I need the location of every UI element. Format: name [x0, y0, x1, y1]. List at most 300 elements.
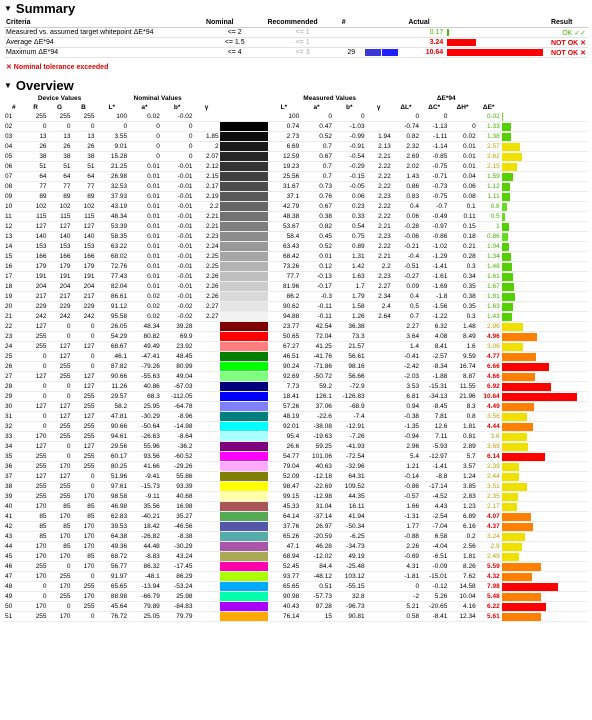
- column-header: ΔE*: [482, 104, 495, 111]
- table-cell: 0.01: [128, 172, 161, 182]
- table-cell: 0: [333, 112, 366, 122]
- table-cell: 0: [24, 422, 48, 432]
- table-cell: 0.18: [448, 232, 476, 242]
- table-cell: 255: [48, 482, 72, 492]
- actual-bar: [447, 39, 476, 46]
- table-cell: 65.65: [268, 582, 301, 592]
- table-cell: 0.01: [128, 202, 161, 212]
- swatch-cell: [220, 342, 268, 352]
- recommended-cell: <= 1: [265, 28, 339, 38]
- table-cell: 8.49: [448, 332, 476, 342]
- table-cell: -8.34: [420, 362, 448, 372]
- table-cell: 59.25: [300, 442, 333, 452]
- recommended-header: Recommended: [265, 17, 339, 28]
- table-cell: [193, 412, 219, 422]
- table-row: [4, 522, 588, 532]
- table-cell: 26.98: [95, 172, 128, 182]
- table-cell: 0.7: [300, 172, 333, 182]
- table-cell: -8.64: [161, 432, 194, 442]
- table-row: [4, 262, 588, 272]
- table-row: [4, 132, 588, 142]
- table-cell: [366, 532, 392, 542]
- table-cell: 36.38: [333, 322, 366, 332]
- table-cell: 2.2: [366, 262, 392, 272]
- table-cell: 77: [72, 182, 96, 192]
- table-cell: 170: [24, 502, 48, 512]
- color-swatch: [220, 422, 268, 431]
- table-cell: 0: [72, 322, 96, 332]
- table-row: [4, 272, 588, 282]
- table-cell: 0: [161, 122, 194, 132]
- actual-cell: 3.24: [406, 38, 445, 48]
- table-cell: 2.4: [366, 302, 392, 312]
- table-cell: 18: [4, 282, 24, 292]
- table-cell: -68.9: [333, 402, 366, 412]
- table-cell: 46: [4, 562, 24, 572]
- table-cell: [193, 382, 219, 392]
- table-cell: 51: [4, 612, 24, 622]
- table-cell: 6.81: [392, 392, 420, 402]
- table-cell: 23: [4, 332, 24, 342]
- table-cell: 6.58: [420, 532, 448, 542]
- table-cell: 1.81: [448, 552, 476, 562]
- delta-e-bar: [502, 243, 509, 251]
- table-row: [4, 332, 588, 342]
- table-cell: 18.41: [268, 392, 301, 402]
- table-cell: 56.66: [333, 372, 366, 382]
- overview-table: [4, 94, 588, 622]
- table-cell: 2.22: [366, 182, 392, 192]
- table-cell: 32.53: [95, 182, 128, 192]
- swatch-cell: [220, 542, 268, 552]
- table-cell: 0.15: [448, 222, 476, 232]
- table-cell: 65.26: [268, 532, 301, 542]
- delta-e-group-header: ΔE*94: [436, 95, 456, 102]
- table-row: [4, 192, 588, 202]
- table-cell: 255: [24, 452, 48, 462]
- table-cell: 19.23: [268, 162, 301, 172]
- table-cell: 0.08: [448, 192, 476, 202]
- table-cell: 2.9: [477, 542, 501, 552]
- table-cell: 2.15: [477, 162, 501, 172]
- table-cell: 16.98: [161, 502, 194, 512]
- table-cell: 48.19: [268, 412, 301, 422]
- table-cell: 04: [4, 142, 24, 152]
- swatch-cell: [220, 202, 268, 212]
- table-cell: -29.26: [161, 462, 194, 472]
- table-cell: 94.61: [95, 432, 128, 442]
- swatch-cell: [220, 412, 268, 422]
- table-cell: -0.09: [420, 562, 448, 572]
- table-cell: 127: [24, 402, 48, 412]
- table-cell: 31.67: [268, 182, 301, 192]
- table-cell: -6.25: [333, 532, 366, 542]
- table-cell: 127: [24, 372, 48, 382]
- table-cell: 4.77: [477, 352, 501, 362]
- table-cell: 0: [48, 332, 72, 342]
- table-cell: 217: [72, 292, 96, 302]
- delta-e-bar: [502, 533, 525, 541]
- table-cell: [193, 532, 219, 542]
- table-cell: 255: [48, 372, 72, 382]
- table-cell: -50.64: [128, 422, 161, 432]
- table-cell: 42.79: [268, 202, 301, 212]
- color-swatch: [220, 352, 268, 361]
- swatch-cell: [220, 532, 268, 542]
- table-cell: 2.22: [366, 212, 392, 222]
- table-cell: -22.6: [300, 412, 333, 422]
- table-cell: -1.81: [392, 572, 420, 582]
- table-cell: -1.02: [420, 242, 448, 252]
- table-cell: [366, 372, 392, 382]
- result-cell: OK ✓✓: [549, 28, 588, 38]
- color-swatch: [220, 552, 268, 561]
- table-cell: [366, 582, 392, 592]
- table-cell: 2.73: [268, 132, 301, 142]
- table-cell: [366, 352, 392, 362]
- table-cell: -14.98: [161, 422, 194, 432]
- color-swatch: [220, 282, 268, 291]
- swatch-cell: [220, 362, 268, 372]
- table-cell: -17.45: [161, 562, 194, 572]
- table-cell: -0.28: [392, 222, 420, 232]
- table-cell: [366, 462, 392, 472]
- table-cell: 25.95: [128, 402, 161, 412]
- column-header: R: [33, 104, 38, 111]
- summary-row: [4, 28, 588, 38]
- table-cell: [193, 502, 219, 512]
- table-cell: 25: [4, 352, 24, 362]
- table-cell: 48.34: [95, 212, 128, 222]
- color-swatch: [220, 132, 268, 141]
- table-cell: 27: [4, 372, 24, 382]
- swatch-cell: [220, 382, 268, 392]
- table-cell: 23.77: [268, 322, 301, 332]
- table-cell: 72.04: [300, 332, 333, 342]
- swatch-cell: [220, 522, 268, 532]
- delta-e-bar: [502, 273, 513, 281]
- table-cell: -2.03: [392, 372, 420, 382]
- table-cell: -1.11: [420, 132, 448, 142]
- column-header: #: [11, 104, 16, 111]
- table-cell: 1.63: [333, 272, 366, 282]
- table-cell: [193, 442, 219, 452]
- color-swatch: [365, 49, 381, 56]
- delta-e-bar-cell: [501, 512, 588, 522]
- table-cell: 5.48: [477, 592, 501, 602]
- table-cell: -17.14: [420, 482, 448, 492]
- table-cell: 8.87: [448, 372, 476, 382]
- table-cell: -0.73: [420, 182, 448, 192]
- delta-e-bar: [502, 293, 515, 301]
- table-cell: 6.22: [477, 602, 501, 612]
- table-cell: -72.54: [333, 452, 366, 462]
- table-cell: 255: [72, 112, 96, 122]
- delta-e-bar-cell: [501, 112, 588, 122]
- delta-e-bar-cell: [501, 402, 588, 412]
- table-cell: [366, 502, 392, 512]
- actual-bar-header: [445, 17, 549, 28]
- table-cell: 25.56: [268, 172, 301, 182]
- table-cell: 97.28: [300, 602, 333, 612]
- table-row: [4, 562, 588, 572]
- table-cell: 2.23: [366, 192, 392, 202]
- table-cell: -0.69: [392, 552, 420, 562]
- swatch-cell: [220, 172, 268, 182]
- table-cell: 170: [48, 532, 72, 542]
- table-cell: -15.01: [420, 572, 448, 582]
- table-cell: -0.74: [392, 122, 420, 132]
- table-cell: [193, 472, 219, 482]
- table-cell: -0.02: [161, 312, 194, 322]
- table-cell: 140: [72, 232, 96, 242]
- table-cell: 36: [4, 462, 24, 472]
- table-cell: -0.71: [420, 172, 448, 182]
- summary-heading[interactable]: ▼ Summary: [4, 1, 76, 16]
- table-cell: 0.86: [477, 232, 501, 242]
- table-cell: -19.63: [300, 432, 333, 442]
- table-cell: 0.5: [392, 302, 420, 312]
- delta-e-bar: [502, 173, 513, 181]
- delta-e-bar-cell: [501, 542, 588, 552]
- table-cell: 89: [72, 192, 96, 202]
- swatch-cell: [220, 422, 268, 432]
- table-cell: 55.96: [128, 442, 161, 452]
- delta-e-bar-cell: [501, 262, 588, 272]
- table-cell: 25.98: [161, 592, 194, 602]
- table-cell: 127: [72, 442, 96, 452]
- table-cell: 140: [24, 232, 48, 242]
- table-cell: 2.26: [193, 272, 219, 282]
- table-cell: 204: [48, 282, 72, 292]
- table-cell: 1.63: [477, 302, 501, 312]
- table-cell: 0.38: [300, 212, 333, 222]
- delta-e-bar-cell: [501, 152, 588, 162]
- delta-e-bar-cell: [501, 332, 588, 342]
- table-cell: 81.96: [268, 282, 301, 292]
- table-cell: 0.01: [128, 212, 161, 222]
- table-cell: [366, 542, 392, 552]
- table-cell: 3.55: [95, 132, 128, 142]
- table-cell: 2.13: [366, 142, 392, 152]
- table-cell: 2.96: [392, 442, 420, 452]
- table-cell: 64: [48, 172, 72, 182]
- table-cell: 98.47: [268, 482, 301, 492]
- table-cell: 89: [24, 192, 48, 202]
- table-cell: 127: [48, 222, 72, 232]
- table-cell: 43.24: [161, 552, 194, 562]
- table-row: [4, 162, 588, 172]
- table-cell: -20.65: [420, 602, 448, 612]
- table-cell: 0.3: [448, 262, 476, 272]
- table-cell: 48.38: [268, 212, 301, 222]
- collapse-triangle-icon: ▼: [4, 4, 12, 13]
- table-cell: -1.13: [420, 122, 448, 132]
- table-cell: 15: [300, 612, 333, 622]
- table-cell: 2.26: [392, 542, 420, 552]
- table-cell: 2.23: [366, 272, 392, 282]
- table-cell: 85: [24, 512, 48, 522]
- table-cell: -15.31: [420, 382, 448, 392]
- table-cell: 217: [48, 292, 72, 302]
- table-row: [4, 542, 588, 552]
- delta-e-bar: [502, 373, 535, 381]
- table-cell: 2.83: [448, 492, 476, 502]
- table-cell: 39: [4, 492, 24, 502]
- table-cell: 39.53: [95, 522, 128, 532]
- table-cell: 48.45: [161, 352, 194, 362]
- table-row: [4, 322, 588, 332]
- table-cell: 191: [72, 272, 96, 282]
- table-cell: -26.63: [128, 432, 161, 442]
- bar-header: [501, 103, 588, 112]
- table-cell: 7.98: [477, 582, 501, 592]
- table-cell: -37.14: [300, 512, 333, 522]
- table-cell: 0.45: [300, 232, 333, 242]
- table-cell: -96.73: [333, 602, 366, 612]
- table-cell: 3.53: [392, 382, 420, 392]
- delta-e-bar: [502, 133, 512, 141]
- delta-e-bar-cell: [501, 212, 588, 222]
- table-row: [4, 582, 588, 592]
- delta-e-bar: [502, 613, 542, 621]
- table-cell: [193, 572, 219, 582]
- table-cell: 115: [72, 212, 96, 222]
- swatch-cell: [220, 392, 268, 402]
- color-swatch: [220, 532, 268, 541]
- table-cell: 47.81: [95, 412, 128, 422]
- table-cell: [193, 112, 219, 122]
- table-cell: 40.63: [300, 462, 333, 472]
- table-cell: -47.41: [128, 352, 161, 362]
- table-cell: -0.49: [420, 212, 448, 222]
- table-cell: -0.94: [392, 432, 420, 442]
- table-cell: 6.89: [448, 512, 476, 522]
- table-cell: 12: [4, 222, 24, 232]
- table-cell: 03: [4, 132, 24, 142]
- table-cell: -66.79: [128, 592, 161, 602]
- table-cell: 12.59: [268, 152, 301, 162]
- table-cell: 2.26: [193, 282, 219, 292]
- table-cell: 10: [4, 202, 24, 212]
- table-cell: 0: [48, 562, 72, 572]
- table-cell: -126.83: [333, 392, 366, 402]
- table-cell: 64: [72, 172, 96, 182]
- table-cell: [366, 332, 392, 342]
- table-cell: 7.62: [448, 572, 476, 582]
- table-cell: 170: [48, 612, 72, 622]
- table-cell: 0: [72, 332, 96, 342]
- color-swatch: [220, 452, 268, 461]
- table-cell: 64.31: [333, 472, 366, 482]
- table-row: [4, 202, 588, 212]
- overview-heading[interactable]: ▼ Overview: [4, 78, 74, 93]
- table-cell: -13.94: [128, 582, 161, 592]
- table-cell: 79.89: [128, 602, 161, 612]
- column-header: b*: [346, 104, 353, 111]
- table-cell: [193, 432, 219, 442]
- table-cell: 46.28: [300, 542, 333, 552]
- table-cell: 255: [72, 422, 96, 432]
- table-cell: 46.1: [95, 352, 128, 362]
- table-cell: 0.51: [300, 582, 333, 592]
- delta-e-bar: [502, 443, 528, 451]
- delta-e-bar-cell: [501, 482, 588, 492]
- table-row: [4, 482, 588, 492]
- delta-e-bar: [502, 233, 508, 241]
- table-cell: 0: [48, 392, 72, 402]
- table-cell: 3.06: [477, 342, 501, 352]
- color-swatch: [220, 302, 268, 311]
- swatch-cell: [220, 472, 268, 482]
- table-cell: 0.4: [392, 202, 420, 212]
- swatch-cell: [220, 572, 268, 582]
- table-cell: -0.01: [161, 222, 194, 232]
- table-cell: 0.73: [300, 182, 333, 192]
- table-cell: 01: [4, 112, 24, 122]
- table-cell: 51: [24, 162, 48, 172]
- delta-e-bar-cell: [501, 272, 588, 282]
- table-cell: 3.85: [448, 482, 476, 492]
- table-cell: 5.21: [392, 602, 420, 612]
- swatch-cell: [220, 612, 268, 622]
- table-cell: -9.41: [128, 472, 161, 482]
- table-cell: 63.22: [95, 242, 128, 252]
- table-row: [4, 282, 588, 292]
- table-row: [4, 302, 588, 312]
- table-cell: 0: [392, 582, 420, 592]
- table-cell: -84.83: [161, 602, 194, 612]
- table-cell: 98.58: [95, 492, 128, 502]
- table-cell: -4.52: [420, 492, 448, 502]
- table-cell: 17: [4, 272, 24, 282]
- table-cell: 2.22: [366, 162, 392, 172]
- delta-e-bar-cell: [501, 242, 588, 252]
- table-cell: 90.98: [268, 592, 301, 602]
- table-cell: 40.68: [161, 492, 194, 502]
- table-cell: 32: [4, 422, 24, 432]
- table-cell: 11.55: [448, 382, 476, 392]
- delta-e-bar-cell: [501, 172, 588, 182]
- table-cell: 6.16: [448, 522, 476, 532]
- table-cell: -8.45: [420, 402, 448, 412]
- table-cell: 85: [72, 502, 96, 512]
- table-cell: -12.97: [420, 452, 448, 462]
- table-cell: 46.98: [95, 502, 128, 512]
- table-cell: 0.01: [128, 262, 161, 272]
- table-cell: 0: [24, 352, 48, 362]
- table-cell: 2.2: [193, 202, 219, 212]
- table-cell: -0.3: [300, 292, 333, 302]
- table-cell: 127: [48, 472, 72, 482]
- table-cell: 115: [48, 212, 72, 222]
- table-cell: 1.48: [477, 262, 501, 272]
- table-cell: 0.47: [300, 122, 333, 132]
- summary-row: [4, 48, 588, 58]
- table-cell: 2.64: [366, 312, 392, 322]
- swatch-cell: [220, 162, 268, 172]
- color-swatch: [220, 392, 268, 401]
- table-cell: 3.69: [477, 442, 501, 452]
- color-swatch: [220, 372, 268, 381]
- table-cell: -50.34: [333, 522, 366, 532]
- table-cell: -0.27: [392, 272, 420, 282]
- table-cell: -0.21: [392, 242, 420, 252]
- table-cell: -112.05: [161, 392, 194, 402]
- table-cell: 1.79: [333, 292, 366, 302]
- table-cell: 93.56: [128, 452, 161, 462]
- table-cell: 6.66: [477, 362, 501, 372]
